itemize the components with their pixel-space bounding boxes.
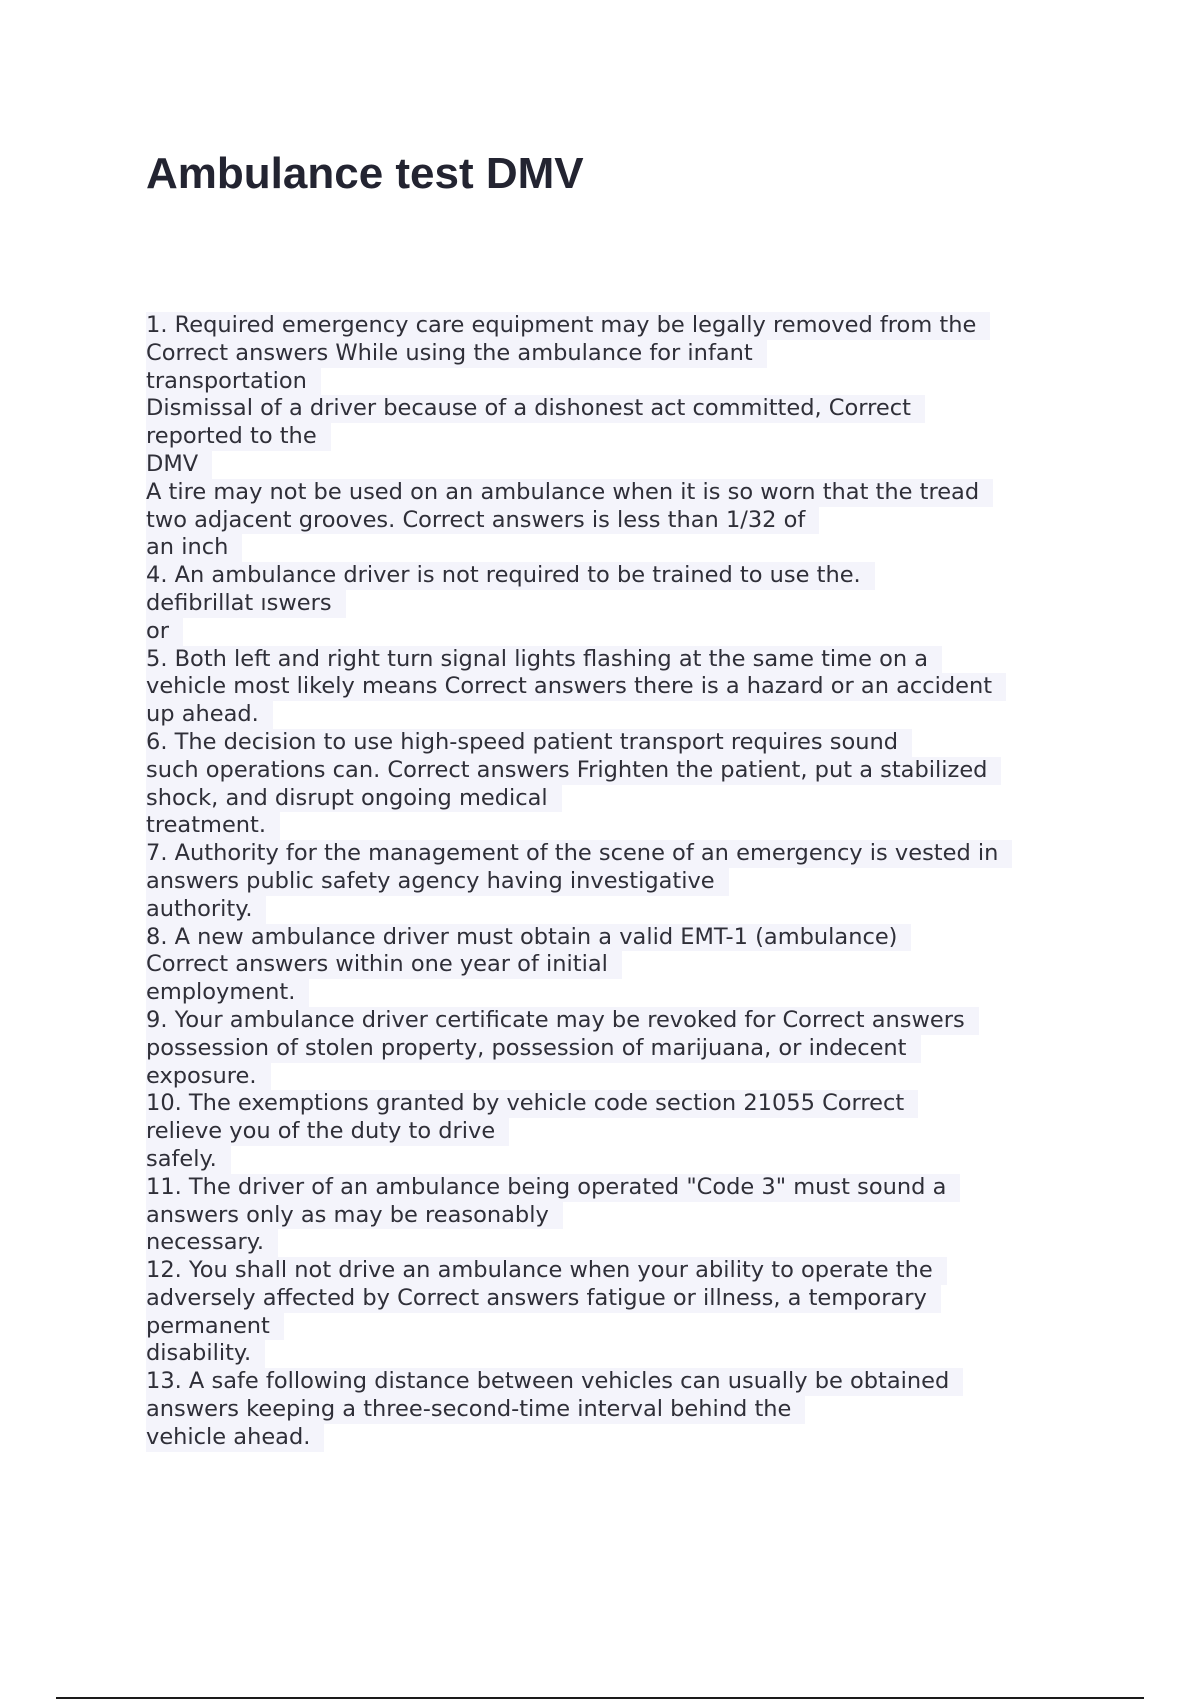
text-line: answers only as may be reasonably [146,1202,563,1230]
text-line: employment. [146,979,309,1007]
text-line: defibrillat ıswers [146,590,346,618]
text-line: 7. Authority for the management of the scene of an emergency is vested in [146,840,1012,868]
text-line: transportation [146,368,321,396]
text-line: 6. The decision to use high-speed patient transport requires sound [146,729,912,757]
text-line: such operations can. Correct answers Frighten the patient, put a stabilized [146,757,1001,785]
text-line: vehicle most likely means Correct answers there is a hazard or an accident [146,673,1006,701]
text-line: answers public safety agency having investigative [146,868,729,896]
text-line: 8. A new ambulance driver must obtain a valid EMT-1 (ambulance) [146,924,911,952]
text-line: 5. Both left and right turn signal lights flashing at the same time on a [146,646,942,674]
document-title: Ambulance test DMV [146,149,584,198]
document-body [146,312,1076,1452]
text-line: 11. The driver of an ambulance being operated "Code 3" must sound a [146,1174,960,1202]
text-line: DMV [146,451,212,479]
text-line: answers keeping a three-second-time interval behind the [146,1396,805,1424]
text-line: vehicle ahead. [146,1424,324,1452]
text-line: reported to the [146,423,331,451]
text-line: 9. Your ambulance driver certificate may be revoked for Correct answers [146,1007,979,1035]
text-line: two adjacent grooves. Correct answers is less than 1/32 of [146,507,819,535]
text-line: treatment. [146,812,280,840]
text-line: 12. You shall not drive an ambulance when your ability to operate the [146,1257,947,1285]
text-line: 1. Required emergency care equipment may be legally removed from the [146,312,990,340]
text-line: Dismissal of a driver because of a dishonest act committed, Correct [146,395,925,423]
text-line: possession of stolen property, possession of marijuana, or indecent [146,1035,921,1063]
text-line: Correct answers While using the ambulance for infant [146,340,767,368]
text-line: 10. The exemptions granted by vehicle code section 21055 Correct [146,1090,918,1118]
text-line: or [146,618,183,646]
text-line: shock, and disrupt ongoing medical [146,785,562,813]
text-line: safely. [146,1146,231,1174]
text-line: up ahead. [146,701,273,729]
text-line: necessary. [146,1229,278,1257]
text-line: exposure. [146,1063,271,1091]
text-line: Correct answers within one year of initial [146,951,622,979]
text-line: an inch [146,534,242,562]
text-line: A tire may not be used on an ambulance when it is so worn that the tread [146,479,993,507]
text-line: disability. [146,1340,265,1368]
text-line: permanent [146,1313,284,1341]
text-line: adversely affected by Correct answers fatigue or illness, a temporary [146,1285,941,1313]
footer-divider [56,1697,1144,1699]
text-line: relieve you of the duty to drive [146,1118,509,1146]
text-line: 4. An ambulance driver is not required to be trained to use the. [146,562,875,590]
text-line: authority. [146,896,266,924]
text-line: 13. A safe following distance between vehicles can usually be obtained [146,1368,963,1396]
